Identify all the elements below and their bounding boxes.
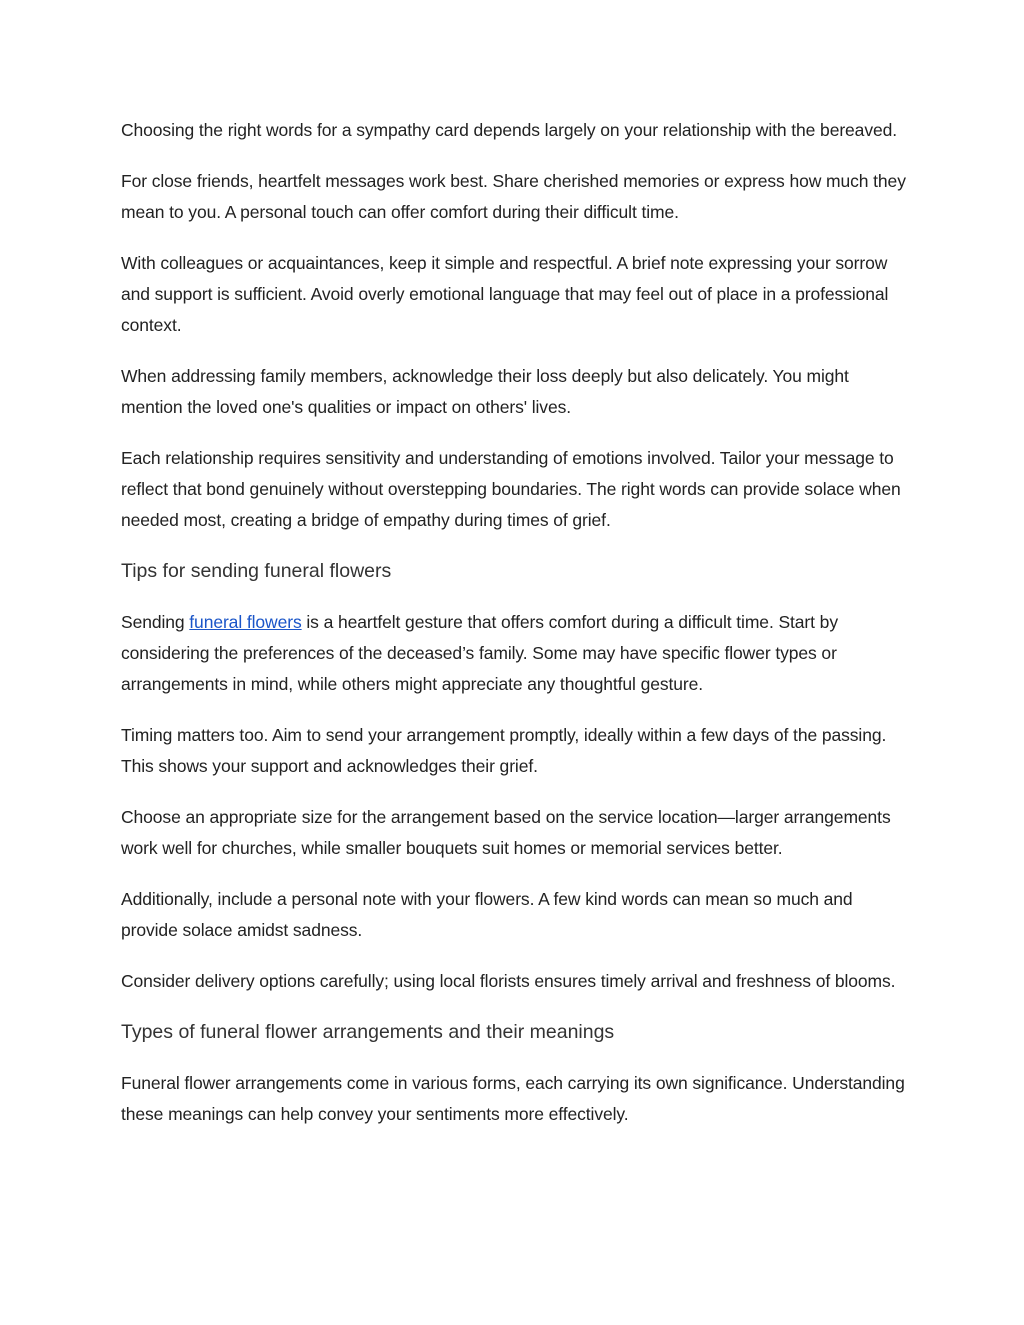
- paragraph-personal-note: Additionally, include a personal note with your flowers. A few kind words can mean so much and provide solace amidst sadness.: [121, 889, 853, 940]
- paragraph-sending-flowers: [121, 607, 906, 700]
- paragraph-arrangement-forms: Funeral flower arrangements come in various forms, each carrying its own significance. Understanding these meanings can help convey your sentiments more effectively.: [121, 1073, 905, 1124]
- paragraph-arrangement-size: Choose an appropriate size for the arrangement based on the service location—larger arrangements work well for churches, while smaller bouquets suit homes or memorial services better.: [121, 807, 891, 858]
- heading-tips-funeral-flowers: Tips for sending funeral flowers: [121, 560, 392, 582]
- paragraph-sending-flowers-start: Sending: [121, 612, 190, 632]
- paragraph-sending-flowers-rest: is a heartfelt gesture that offers comfort during a difficult time. Start by considering the preferences of the deceased’s family. Some may have specific flower types or arrangements in mind, while others might appreciate any thoughtful gesture.: [121, 612, 838, 694]
- paragraph-delivery-options: Consider delivery options carefully; using local florists ensures timely arrival and freshness of blooms.: [121, 971, 896, 991]
- paragraph-sympathy-intro: Choosing the right words for a sympathy card depends largely on your relationship with the bereaved.: [121, 120, 897, 140]
- article-body: [121, 115, 906, 1150]
- paragraph-timing: Timing matters too. Aim to send your arrangement promptly, ideally within a few days of the passing. This shows your support and acknowledges their grief.: [121, 725, 887, 776]
- paragraph-colleagues: With colleagues or acquaintances, keep it simple and respectful. A brief note expressing your sorrow and support is sufficient. Avoid overly emotional language that may feel out of place in a professional context.: [121, 253, 889, 335]
- paragraph-each-relationship: Each relationship requires sensitivity and understanding of emotions involved. Tailor your message to reflect that bond genuinely without overstepping boundaries. The right words can provide solace when needed most, creating a bridge of empathy during times of grief.: [121, 448, 901, 530]
- funeral-flowers-link[interactable]: funeral flowers: [189, 612, 302, 632]
- paragraph-family-members: When addressing family members, acknowledge their loss deeply but also delicately. You might mention the loved one's qualities or impact on others' lives.: [121, 366, 849, 417]
- heading-types-arrangements: Types of funeral flower arrangements and their meanings: [121, 1021, 615, 1043]
- paragraph-close-friends: For close friends, heartfelt messages work best. Share cherished memories or express how much they mean to you. A personal touch can offer comfort during their difficult time.: [121, 171, 906, 222]
